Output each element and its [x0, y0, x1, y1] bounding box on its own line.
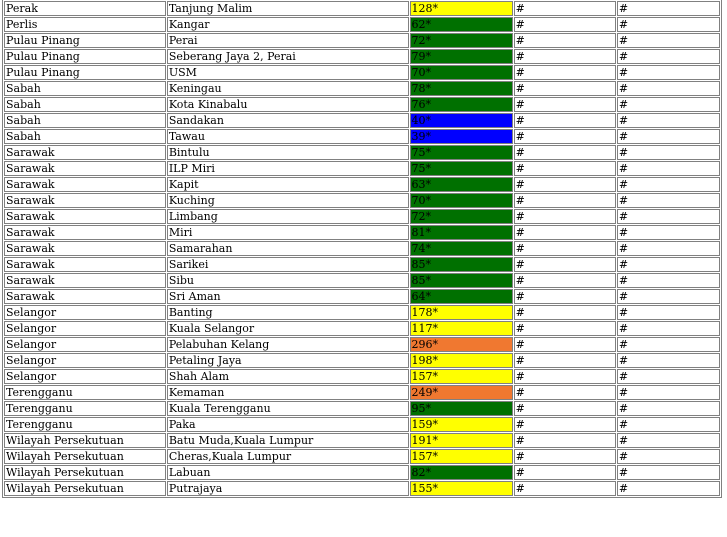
area-cell: Cheras,Kuala Lumpur [167, 449, 409, 464]
api-reading-cell: 117* [410, 321, 513, 336]
api-reading-cell: 72* [410, 33, 513, 48]
area-cell: Shah Alam [167, 369, 409, 384]
hash-cell-1: # [514, 433, 616, 448]
hash-cell-2: # [617, 113, 720, 128]
table-row [4, 257, 720, 272]
area-cell: Tawau [167, 129, 409, 144]
area-cell: Banting [167, 305, 409, 320]
table-row [4, 481, 720, 496]
state-cell: Selangor [4, 353, 166, 368]
state-cell: Pulau Pinang [4, 33, 166, 48]
hash-cell-2: # [617, 1, 720, 16]
hash-cell-2: # [617, 81, 720, 96]
state-cell: Selangor [4, 321, 166, 336]
hash-cell-2: # [617, 145, 720, 160]
area-cell: Kota Kinabalu [167, 97, 409, 112]
area-cell: Pelabuhan Kelang [167, 337, 409, 352]
api-reading-cell: 157* [410, 369, 513, 384]
state-cell: Sabah [4, 113, 166, 128]
table-row [4, 177, 720, 192]
table-row [4, 385, 720, 400]
hash-cell-1: # [514, 17, 616, 32]
hash-cell-2: # [617, 177, 720, 192]
table-row [4, 417, 720, 432]
hash-cell-2: # [617, 465, 720, 480]
area-cell: ILP Miri [167, 161, 409, 176]
api-reading-cell: 76* [410, 97, 513, 112]
hash-cell-2: # [617, 193, 720, 208]
state-cell: Wilayah Persekutuan [4, 465, 166, 480]
table-row [4, 129, 720, 144]
api-reading-cell: 79* [410, 49, 513, 64]
api-reading-cell: 82* [410, 465, 513, 480]
area-cell: Kemaman [167, 385, 409, 400]
api-reading-cell: 81* [410, 225, 513, 240]
area-cell: Limbang [167, 209, 409, 224]
state-cell: Sarawak [4, 257, 166, 272]
hash-cell-1: # [514, 49, 616, 64]
table-row [4, 1, 720, 16]
hash-cell-2: # [617, 33, 720, 48]
api-reading-cell: 75* [410, 145, 513, 160]
hash-cell-1: # [514, 337, 616, 352]
hash-cell-1: # [514, 33, 616, 48]
api-reading-cell: 249* [410, 385, 513, 400]
table-row [4, 369, 720, 384]
state-cell: Selangor [4, 305, 166, 320]
state-cell: Pulau Pinang [4, 65, 166, 80]
api-reading-cell: 39* [410, 129, 513, 144]
state-cell: Sarawak [4, 193, 166, 208]
table-row [4, 353, 720, 368]
hash-cell-1: # [514, 481, 616, 496]
hash-cell-2: # [617, 129, 720, 144]
table-row [4, 401, 720, 416]
table-row [4, 433, 720, 448]
hash-cell-1: # [514, 321, 616, 336]
hash-cell-2: # [617, 433, 720, 448]
api-readings-table [2, 0, 722, 498]
hash-cell-2: # [617, 321, 720, 336]
hash-cell-1: # [514, 257, 616, 272]
hash-cell-2: # [617, 209, 720, 224]
hash-cell-2: # [617, 305, 720, 320]
area-cell: Putrajaya [167, 481, 409, 496]
area-cell: Kapit [167, 177, 409, 192]
table-row [4, 337, 720, 352]
hash-cell-1: # [514, 449, 616, 464]
state-cell: Sarawak [4, 225, 166, 240]
api-reading-cell: 75* [410, 161, 513, 176]
state-cell: Perlis [4, 17, 166, 32]
state-cell: Terengganu [4, 417, 166, 432]
api-reading-cell: 155* [410, 481, 513, 496]
hash-cell-2: # [617, 289, 720, 304]
area-cell: Bintulu [167, 145, 409, 160]
hash-cell-2: # [617, 385, 720, 400]
api-reading-cell: 85* [410, 273, 513, 288]
state-cell: Sarawak [4, 241, 166, 256]
api-reading-cell: 178* [410, 305, 513, 320]
hash-cell-1: # [514, 81, 616, 96]
api-reading-cell: 74* [410, 241, 513, 256]
hash-cell-1: # [514, 305, 616, 320]
area-cell: Miri [167, 225, 409, 240]
hash-cell-2: # [617, 65, 720, 80]
area-cell: Sandakan [167, 113, 409, 128]
state-cell: Sarawak [4, 289, 166, 304]
area-cell: Samarahan [167, 241, 409, 256]
hash-cell-1: # [514, 385, 616, 400]
hash-cell-2: # [617, 449, 720, 464]
state-cell: Selangor [4, 337, 166, 352]
table-row [4, 225, 720, 240]
table-row [4, 321, 720, 336]
area-cell: USM [167, 65, 409, 80]
table-row [4, 65, 720, 80]
table-row [4, 97, 720, 112]
table-row [4, 465, 720, 480]
state-cell: Wilayah Persekutuan [4, 449, 166, 464]
api-reading-cell: 72* [410, 209, 513, 224]
api-reading-cell: 128* [410, 1, 513, 16]
state-cell: Sarawak [4, 177, 166, 192]
hash-cell-2: # [617, 17, 720, 32]
hash-cell-1: # [514, 129, 616, 144]
api-reading-cell: 78* [410, 81, 513, 96]
hash-cell-1: # [514, 65, 616, 80]
state-cell: Sarawak [4, 273, 166, 288]
state-cell: Sarawak [4, 145, 166, 160]
state-cell: Wilayah Persekutuan [4, 433, 166, 448]
hash-cell-1: # [514, 465, 616, 480]
table-row [4, 241, 720, 256]
table-row [4, 81, 720, 96]
api-reading-cell: 62* [410, 17, 513, 32]
state-cell: Terengganu [4, 401, 166, 416]
hash-cell-2: # [617, 369, 720, 384]
hash-cell-1: # [514, 1, 616, 16]
state-cell: Sarawak [4, 209, 166, 224]
state-cell: Sabah [4, 129, 166, 144]
table-row [4, 17, 720, 32]
state-cell: Selangor [4, 369, 166, 384]
area-cell: Sarikei [167, 257, 409, 272]
area-cell: Batu Muda,Kuala Lumpur [167, 433, 409, 448]
table-row [4, 273, 720, 288]
hash-cell-2: # [617, 241, 720, 256]
hash-cell-2: # [617, 97, 720, 112]
area-cell: Kangar [167, 17, 409, 32]
hash-cell-1: # [514, 193, 616, 208]
api-reading-cell: 85* [410, 257, 513, 272]
hash-cell-1: # [514, 177, 616, 192]
hash-cell-1: # [514, 209, 616, 224]
api-reading-cell: 95* [410, 401, 513, 416]
state-cell: Sarawak [4, 161, 166, 176]
hash-cell-2: # [617, 481, 720, 496]
hash-cell-1: # [514, 401, 616, 416]
hash-cell-2: # [617, 225, 720, 240]
hash-cell-1: # [514, 353, 616, 368]
api-reading-cell: 70* [410, 65, 513, 80]
table-row [4, 209, 720, 224]
area-cell: Keningau [167, 81, 409, 96]
api-reading-cell: 159* [410, 417, 513, 432]
area-cell: Kuching [167, 193, 409, 208]
hash-cell-1: # [514, 161, 616, 176]
hash-cell-2: # [617, 257, 720, 272]
table-row [4, 113, 720, 128]
state-cell: Pulau Pinang [4, 49, 166, 64]
state-cell: Perak [4, 1, 166, 16]
table-row [4, 161, 720, 176]
hash-cell-2: # [617, 353, 720, 368]
area-cell: Sibu [167, 273, 409, 288]
api-reading-cell: 64* [410, 289, 513, 304]
hash-cell-1: # [514, 369, 616, 384]
area-cell: Seberang Jaya 2, Perai [167, 49, 409, 64]
area-cell: Sri Aman [167, 289, 409, 304]
state-cell: Terengganu [4, 385, 166, 400]
area-cell: Paka [167, 417, 409, 432]
api-reading-cell: 157* [410, 449, 513, 464]
table-row [4, 289, 720, 304]
hash-cell-1: # [514, 241, 616, 256]
table-row [4, 193, 720, 208]
api-reading-cell: 40* [410, 113, 513, 128]
table-row [4, 305, 720, 320]
api-reading-cell: 191* [410, 433, 513, 448]
hash-cell-2: # [617, 273, 720, 288]
hash-cell-2: # [617, 417, 720, 432]
hash-cell-1: # [514, 289, 616, 304]
state-cell: Sabah [4, 81, 166, 96]
api-reading-cell: 70* [410, 193, 513, 208]
api-reading-cell: 63* [410, 177, 513, 192]
api-reading-cell: 198* [410, 353, 513, 368]
hash-cell-1: # [514, 113, 616, 128]
api-table-container [2, 0, 722, 498]
area-cell: Petaling Jaya [167, 353, 409, 368]
table-row [4, 145, 720, 160]
table-row [4, 49, 720, 64]
hash-cell-1: # [514, 417, 616, 432]
area-cell: Labuan [167, 465, 409, 480]
api-table-body [4, 1, 720, 496]
hash-cell-2: # [617, 161, 720, 176]
api-reading-cell: 296* [410, 337, 513, 352]
hash-cell-1: # [514, 145, 616, 160]
state-cell: Sabah [4, 97, 166, 112]
area-cell: Tanjung Malim [167, 1, 409, 16]
hash-cell-2: # [617, 401, 720, 416]
area-cell: Kuala Selangor [167, 321, 409, 336]
table-row [4, 33, 720, 48]
area-cell: Perai [167, 33, 409, 48]
hash-cell-1: # [514, 97, 616, 112]
hash-cell-2: # [617, 337, 720, 352]
state-cell: Wilayah Persekutuan [4, 481, 166, 496]
table-row [4, 449, 720, 464]
hash-cell-1: # [514, 225, 616, 240]
hash-cell-1: # [514, 273, 616, 288]
hash-cell-2: # [617, 49, 720, 64]
area-cell: Kuala Terengganu [167, 401, 409, 416]
